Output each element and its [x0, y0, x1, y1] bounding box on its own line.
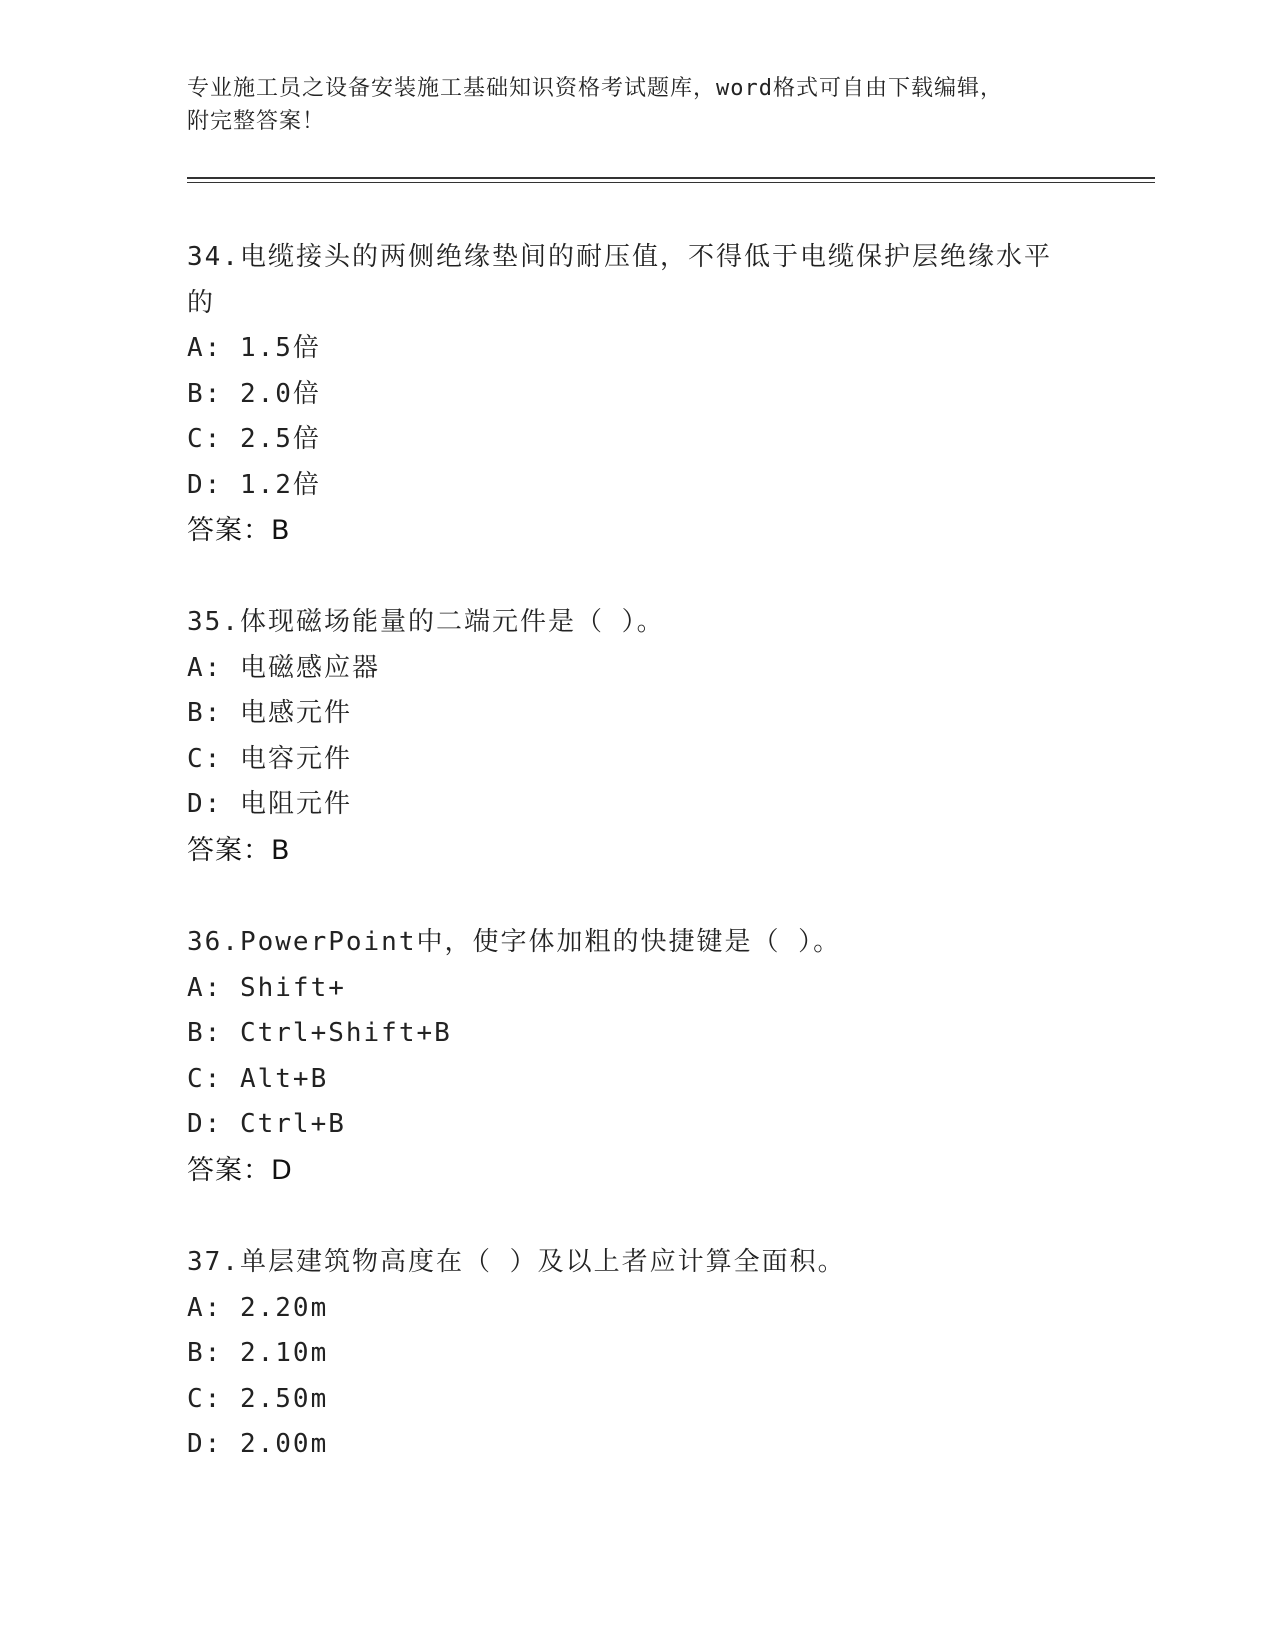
answer-line: 答案：B	[187, 515, 291, 546]
question-stem: 36.PowerPoint中，使字体加粗的快捷键是（ ）。	[187, 927, 842, 957]
document-header	[187, 72, 1067, 138]
option-b: B: 2.10m	[187, 1338, 329, 1368]
option-a: A: 2.20m	[187, 1292, 329, 1323]
option-d: D: Ctrl+B	[187, 1109, 346, 1139]
answer-line: 答案：B	[187, 834, 291, 866]
question-36	[187, 920, 1087, 1193]
option-c: C: Alt+B	[187, 1063, 329, 1094]
question-35	[187, 600, 1087, 873]
option-a: A: 1.5倍	[187, 333, 321, 363]
option-c: C: 电容元件	[187, 743, 352, 774]
question-37	[187, 1240, 1087, 1468]
option-d: D: 2.00m	[187, 1429, 329, 1459]
answer-line: 答案：D	[187, 1154, 293, 1186]
option-a: A: 电磁感应器	[187, 652, 380, 683]
option-d: D: 电阻元件	[187, 789, 352, 819]
option-c: C: 2.50m	[187, 1383, 329, 1414]
option-d: D: 1.2倍	[187, 469, 321, 500]
question-stem: 37.单层建筑物高度在（ ）及以上者应计算全面积。	[187, 1247, 846, 1277]
option-a: A: Shift+	[187, 972, 346, 1003]
header-line-2: 附完整答案！	[187, 109, 326, 134]
header-divider-top	[187, 177, 1155, 179]
question-stem: 35.体现磁场能量的二端元件是（ ）。	[187, 607, 665, 637]
question-stem: 34.电缆接头的两侧绝缘垫间的耐压值，不得低于电缆保护层绝缘水平的	[187, 242, 1052, 318]
option-b: B: Ctrl+Shift+B	[187, 1018, 452, 1048]
option-c: C: 2.5倍	[187, 424, 321, 454]
option-b: B: 电感元件	[187, 698, 352, 728]
header-line-1: 专业施工员之设备安装施工基础知识资格考试题库，word格式可自由下载编辑，	[187, 76, 1003, 101]
question-34	[187, 235, 1087, 554]
header-divider-bottom	[187, 182, 1155, 183]
option-b: B: 2.0倍	[187, 378, 321, 409]
